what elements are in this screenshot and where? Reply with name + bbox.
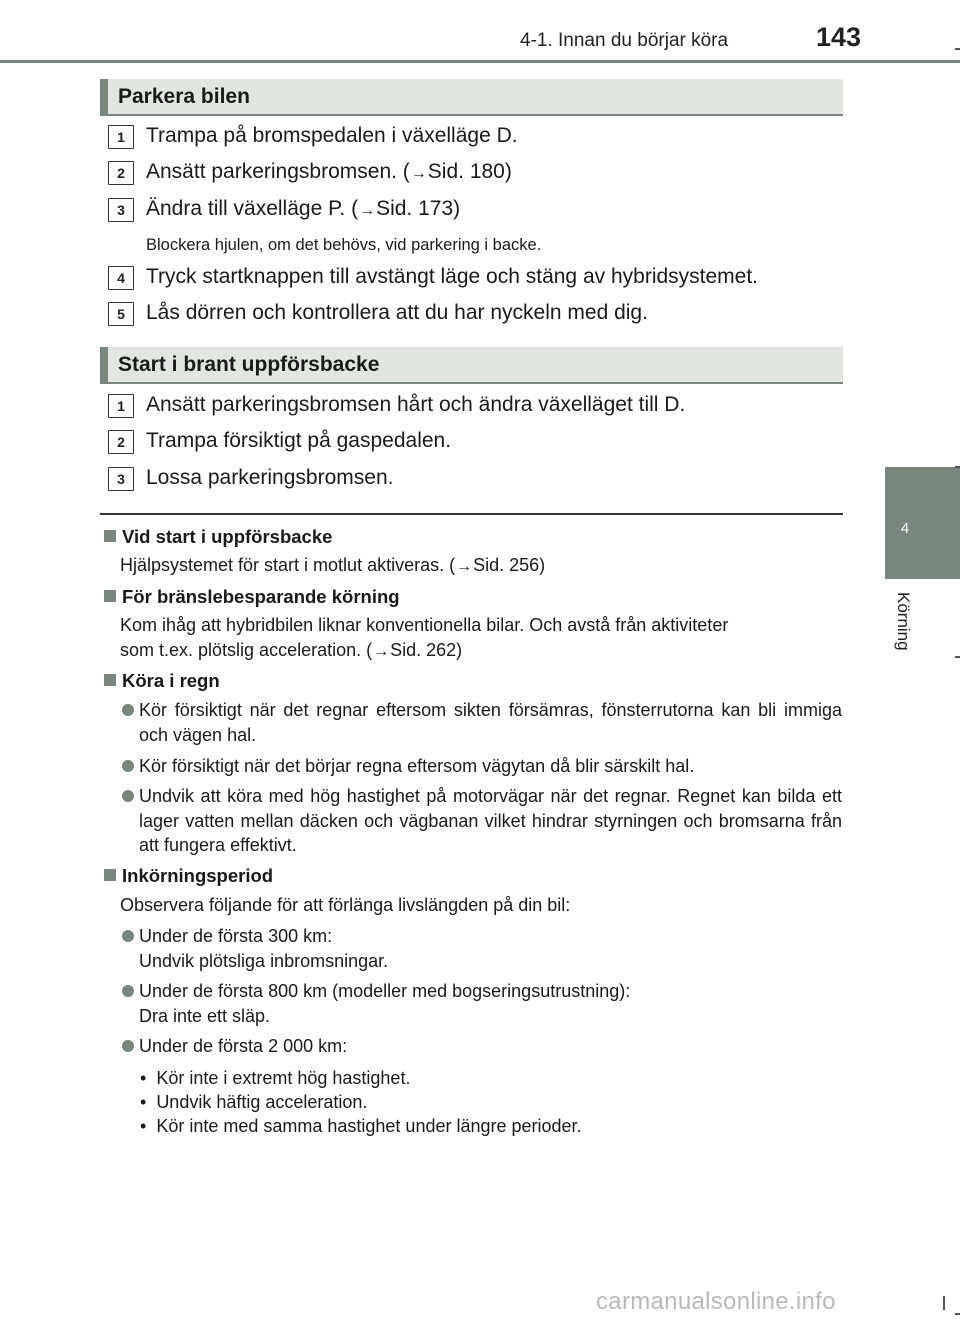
info-paragraph <box>120 553 842 580</box>
page-reference-link[interactable]: Sid. 180) <box>427 160 512 183</box>
bullet-item <box>122 784 842 858</box>
info-heading-text: Köra i regn <box>122 670 220 691</box>
round-bullet-icon <box>122 760 134 772</box>
info-text: Hjälpsystemet för start i motlut aktiveras. ( <box>120 555 456 575</box>
info-heading <box>104 586 400 608</box>
dash-list-item: • Undvik häftig acceleration. <box>140 1092 368 1112</box>
section-title: Start i brant uppförsbacke <box>118 353 380 376</box>
bullet-item <box>122 754 842 779</box>
bullet-text: Under de första 300 km: Undvik plötsliga inbromsningar. <box>139 926 389 971</box>
page-number: 143 <box>816 22 862 52</box>
dash-text: Undvik häftig acceleration. <box>156 1092 368 1112</box>
bullet-item <box>122 698 842 747</box>
bullet-item <box>122 1034 842 1059</box>
page-reference-link[interactable]: Sid. 173) <box>376 197 461 220</box>
square-bullet-icon <box>104 590 116 602</box>
info-paragraph <box>120 613 842 664</box>
arrow-right-icon: → <box>373 642 390 660</box>
square-bullet-icon <box>104 869 116 881</box>
bullet-text: Kör försiktigt när det regnar eftersom sikten försämras, fönsterrutorna kan bli immiga och vägen hal. <box>139 700 842 745</box>
section-title: Parkera bilen <box>118 85 250 108</box>
step-number: 2 <box>108 430 134 454</box>
section-header-accent <box>100 347 108 382</box>
step-number: 1 <box>108 394 134 418</box>
chapter-tab-number: 4 <box>900 520 910 537</box>
step-number: 1 <box>108 125 134 149</box>
dash-text: Kör inte i extremt hög hastighet. <box>156 1068 411 1088</box>
round-bullet-icon <box>122 790 134 802</box>
info-heading-text: Vid start i uppförsbacke <box>122 526 333 547</box>
info-heading <box>104 526 332 548</box>
step-text: Lossa parkeringsbromsen. <box>146 466 394 489</box>
info-heading <box>104 670 220 692</box>
step-number: 3 <box>108 198 134 222</box>
watermark: carmanualsonline.info <box>596 1288 836 1315</box>
step-text-main: Ändra till växelläge P. ( <box>146 197 359 220</box>
round-bullet-icon <box>122 930 134 942</box>
bullet-text: Undvik att köra med hög hastighet på motorvägar när det regnar. Regnet kan bilda ett lager vatten mellan däcken och vägbanan vilket hindrar styrningen och bromsarna från att fungera effektivt. <box>139 786 842 855</box>
bullet-text: Under de första 2 000 km: <box>139 1036 348 1056</box>
page-reference-link[interactable]: Sid. 256) <box>473 555 546 575</box>
info-heading <box>104 865 273 887</box>
info-text: Kom ihåg att hybridbilen liknar konventionella bilar. Och avstå från aktiviteter <box>120 615 729 635</box>
header-rule <box>0 60 960 63</box>
round-bullet-icon <box>122 704 134 716</box>
step-text: Trampa försiktigt på gaspedalen. <box>146 429 452 452</box>
step-text: Tryck startknappen till avstängt läge och stäng av hybridsystemet. <box>146 265 759 288</box>
chapter-tab-label: Körning <box>894 592 913 651</box>
square-bullet-icon <box>104 674 116 686</box>
info-heading-text: Inkörningsperiod <box>122 865 274 886</box>
section-header-accent <box>100 79 108 114</box>
crop-mark <box>943 1296 945 1310</box>
section-divider <box>100 513 843 515</box>
step-note: Blockera hjulen, om det behövs, vid parkering i backe. <box>146 236 542 254</box>
dash-list-item: • Kör inte med samma hastighet under längre perioder. <box>140 1116 582 1136</box>
round-bullet-icon <box>122 1040 134 1052</box>
dash-list-item: • Kör inte i extremt hög hastighet. <box>140 1068 411 1088</box>
bullet-text: Kör försiktigt när det börjar regna eftersom vägytan då blir särskilt hal. <box>139 756 695 776</box>
round-bullet-icon <box>122 985 134 997</box>
bullet-item <box>122 979 842 1028</box>
arrow-right-icon: → <box>359 202 376 219</box>
step-text <box>146 197 460 221</box>
bullet-item <box>122 924 842 973</box>
step-text: Ansätt parkeringsbromsen hårt och ändra växelläget till D. <box>146 393 686 416</box>
bullet-text: Under de första 800 km (modeller med bogseringsutrustning): Dra inte ett släp. <box>139 981 631 1026</box>
section-header-parking <box>100 79 843 116</box>
section-header-hill-start <box>100 347 843 384</box>
crop-mark <box>955 656 960 658</box>
crop-mark <box>955 1313 960 1315</box>
step-text <box>146 160 512 184</box>
crop-mark <box>955 466 960 468</box>
step-number: 4 <box>108 266 134 290</box>
crop-mark <box>955 48 960 50</box>
arrow-right-icon: → <box>410 165 427 182</box>
step-text: Trampa på bromspedalen i växelläge D. <box>146 124 518 147</box>
info-paragraph: Observera följande för att förlänga livslängden på din bil: <box>120 895 571 915</box>
info-text: som t.ex. plötslig acceleration. ( <box>120 639 373 660</box>
running-header-section: 4-1. Innan du börjar köra <box>520 30 729 51</box>
page-reference-link[interactable]: Sid. 262) <box>390 639 463 660</box>
step-number: 3 <box>108 467 134 491</box>
dash-text: Kör inte med samma hastighet under längre perioder. <box>156 1116 582 1136</box>
step-text: Lås dörren och kontrollera att du har nyckeln med dig. <box>146 301 648 324</box>
info-heading-text: För bränslebesparande körning <box>122 586 400 607</box>
step-number: 5 <box>108 302 134 326</box>
step-text-main: Ansätt parkeringsbromsen. ( <box>146 160 410 183</box>
arrow-right-icon: → <box>456 558 473 575</box>
step-number: 2 <box>108 161 134 185</box>
square-bullet-icon <box>104 530 116 542</box>
